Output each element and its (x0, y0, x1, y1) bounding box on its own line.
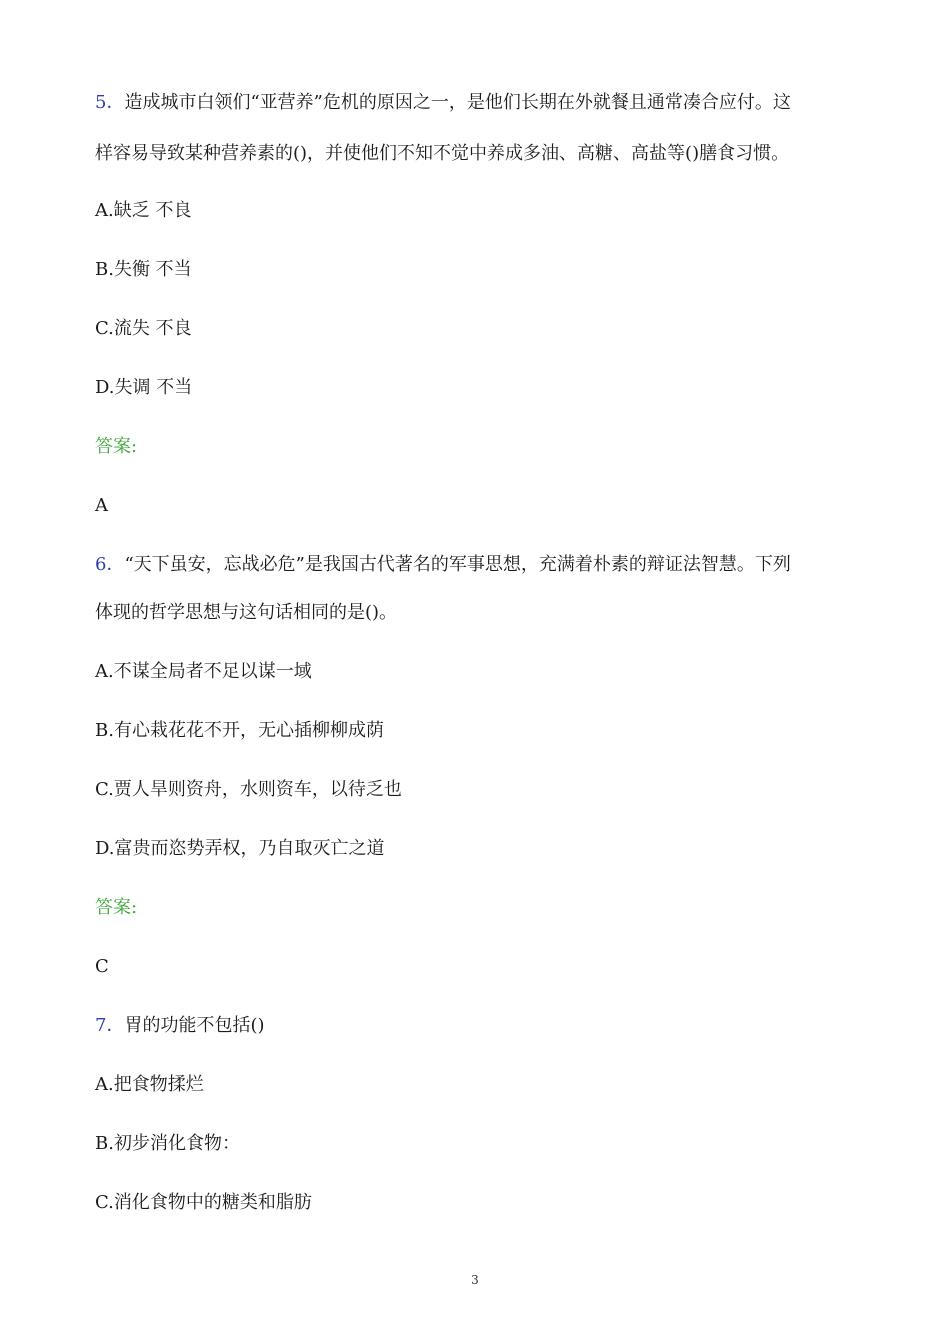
question-5-stem-line-1 (95, 90, 865, 116)
question-6-option-a: A.不谋全局者不足以谋一域 (95, 661, 312, 682)
question-6-answer-label: 答案: (95, 897, 138, 918)
question-text: “天下虽安，忘战必危”是我国古代著名的军事思想，充满着朴素的辩证法智慧。下列 (124, 554, 791, 575)
question-5-option-d: D.失调 不当 (95, 377, 193, 398)
question-6-stem-line-1 (95, 552, 865, 578)
question-6-stem-line-2: 体现的哲学思想与这句话相同的是()。 (95, 602, 398, 623)
question-text: 胃的功能不包括() (124, 1015, 265, 1036)
question-5-answer: A (95, 495, 108, 516)
question-6-option-b: B.有心栽花花不开，无心插柳柳成荫 (95, 720, 384, 741)
question-7-option-a: A.把食物揉烂 (95, 1074, 204, 1095)
question-5-option-b: B.失衡 不当 (95, 259, 192, 280)
question-5-answer-label: 答案: (95, 436, 138, 457)
question-number: 6． (95, 554, 125, 575)
question-7-option-b: B.初步消化食物： (95, 1133, 240, 1154)
question-7-option-c: C.消化食物中的糖类和脂肪 (95, 1192, 312, 1213)
question-6-option-d: D.富贵而恣势弄权，乃自取灭亡之道 (95, 838, 385, 859)
question-5-stem-line-2: 样容易导致某种营养素的()，并使他们不知不觉中养成多油、高糖、高盐等()膳食习惯。 (95, 143, 790, 164)
question-7-stem-line-1 (95, 1013, 865, 1039)
question-number: 7． (95, 1015, 125, 1036)
question-5-option-a: A.缺乏 不良 (95, 200, 192, 221)
question-6-option-c: C.贾人旱则资舟，水则资车，以待乏也 (95, 779, 402, 800)
question-number: 5． (95, 92, 125, 113)
question-6-answer: C (95, 956, 109, 977)
page-number: 3 (471, 1273, 479, 1287)
question-5-option-c: C.流失 不良 (95, 318, 192, 339)
question-text: 造成城市白领们“亚营养”危机的原因之一，是他们长期在外就餐且通常凑合应付。这 (124, 92, 791, 113)
